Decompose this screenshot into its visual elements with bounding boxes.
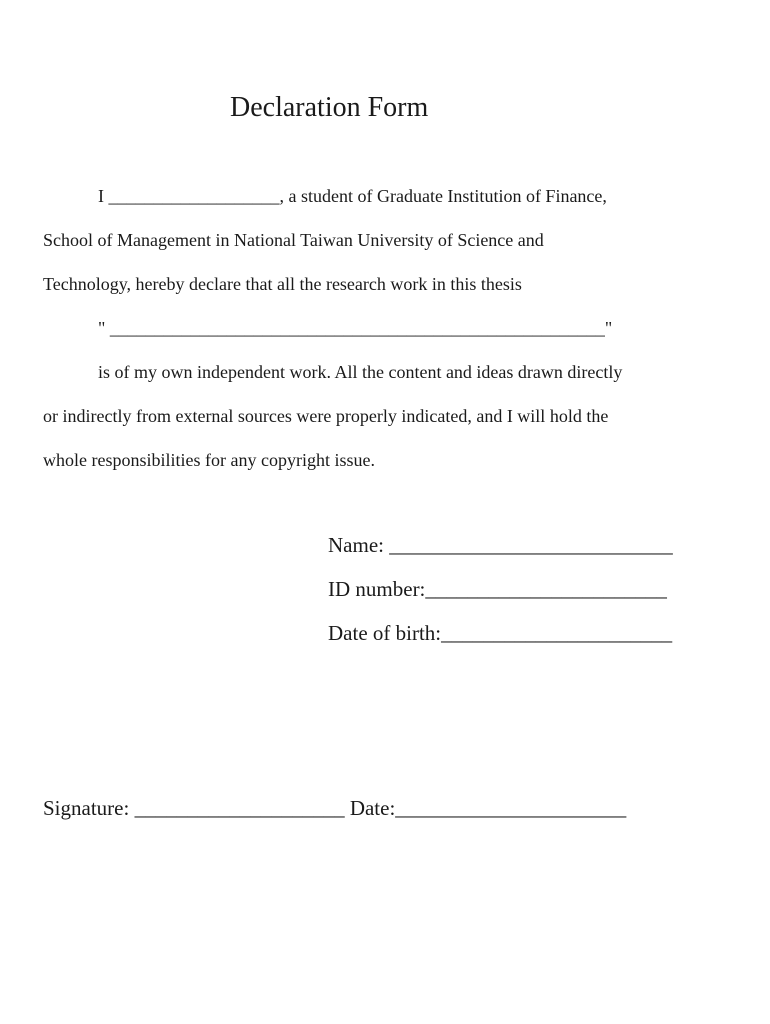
id-number-field: ID number:_______________________ xyxy=(328,577,667,601)
body-line-7: whole responsibilities for any copyright issue. xyxy=(43,450,375,470)
date-of-birth-field: Date of birth:______________________ xyxy=(328,621,673,645)
page-title: Declaration Form xyxy=(230,92,429,123)
body-line-2: School of Management in National Taiwan University of Science and xyxy=(43,230,544,250)
signature-date-line: Signature: ____________________ Date:______________________ xyxy=(43,796,627,820)
body-line-5: is of my own independent work. All the content and ideas drawn directly xyxy=(98,362,623,382)
thesis-title-blank: " _______________________________________________________" xyxy=(98,318,613,338)
body-line-6: or indirectly from external sources were properly indicated, and I will hold the xyxy=(43,406,609,426)
body-line-1: I ___________________, a student of Graduate Institution of Finance, xyxy=(98,186,607,206)
body-line-3: Technology, hereby declare that all the research work in this thesis xyxy=(43,274,522,294)
name-field: Name: ___________________________ xyxy=(328,533,673,557)
